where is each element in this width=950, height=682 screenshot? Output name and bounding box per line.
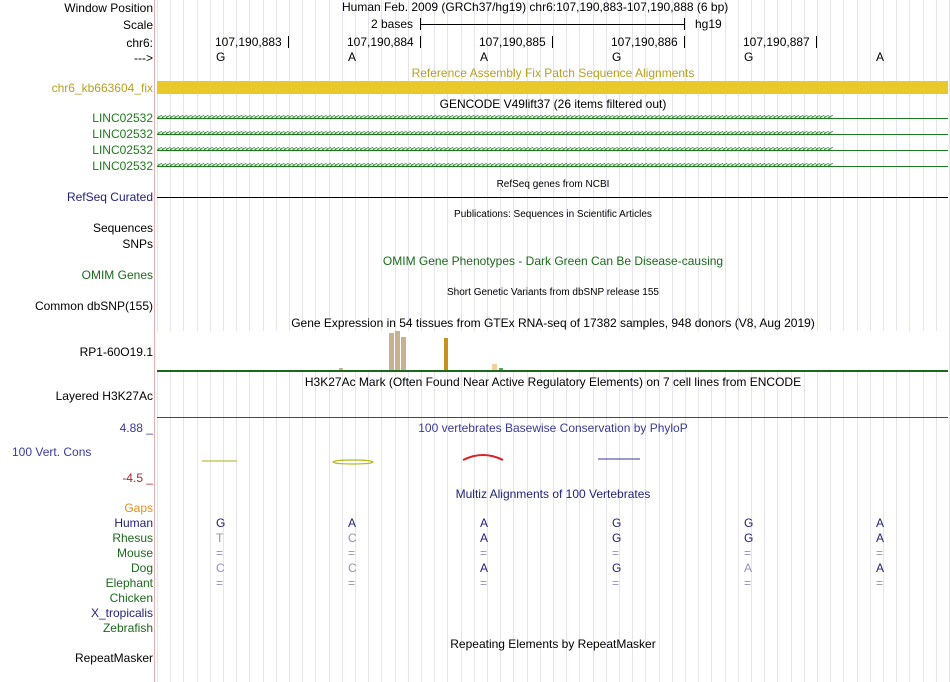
species-base: A — [480, 516, 489, 530]
dbsnp-label[interactable]: Common dbSNP(155) — [34, 299, 153, 313]
gencode-title: GENCODE V49lift37 (26 items filtered out) — [439, 97, 667, 111]
fix-patch-label[interactable]: chr6_kb663604_fix — [51, 81, 153, 95]
species-label[interactable]: Dog — [130, 561, 153, 575]
phylop-min-label: -4.5 _ — [122, 471, 153, 485]
species-label[interactable]: Elephant — [105, 576, 153, 590]
phylop-score-segment — [333, 460, 373, 464]
gtex-tissue-bar[interactable] — [444, 338, 448, 371]
gencode-item-label[interactable]: LINC02532 — [92, 127, 153, 141]
species-base: = — [612, 546, 620, 560]
species-base: G — [744, 531, 754, 545]
position-tick — [684, 36, 685, 48]
gencode-strand-arrows: <<<<<<<<<<<<<<<<<<<<<<<<<<<<<<<<<<<<<<<<<<<<<<<<<<<<<<<<<<<<<<<<<<<<<<<<<<<<<<<<<<<<<<<<<<<<<<<<<<<<<<<<<<<<<<<<<<<<<<<<<<<<<<<<<<<<<<<<<<<<<<<<<<<<<<<<<<<<<<<< — [157, 147, 832, 154]
species-base: = — [744, 546, 752, 560]
reference-base: G — [744, 50, 754, 64]
reference-base: A — [348, 50, 357, 64]
reference-base: A — [480, 50, 489, 64]
position-tick-label: 107,190,885 — [479, 35, 546, 49]
position-tick — [816, 36, 817, 48]
gtex-tissue-bar[interactable] — [389, 333, 394, 371]
gencode-strand-arrows: <<<<<<<<<<<<<<<<<<<<<<<<<<<<<<<<<<<<<<<<<<<<<<<<<<<<<<<<<<<<<<<<<<<<<<<<<<<<<<<<<<<<<<<<<<<<<<<<<<<<<<<<<<<<<<<<<<<<<<<<<<<<<<<<<<<<<<<<<<<<<<<<<<<<<<<<<<<<<<<< — [157, 115, 832, 122]
gtex-tissue-bar[interactable] — [395, 331, 400, 371]
position-tick — [552, 36, 553, 48]
position-tick — [288, 36, 289, 48]
scale-bar-right-tick — [684, 18, 685, 30]
species-base: = — [216, 576, 224, 590]
gtex-bar-area[interactable] — [157, 331, 948, 372]
gencode-item-label[interactable]: LINC02532 — [92, 159, 153, 173]
reference-base: G — [216, 50, 226, 64]
species-base: A — [876, 561, 885, 575]
species-label[interactable]: Chicken — [109, 591, 153, 605]
species-base: C — [216, 561, 225, 575]
phylop-score-segment — [463, 455, 503, 460]
fix-patch-title: Reference Assembly Fix Patch Sequence Alignments — [411, 66, 695, 80]
species-base: G — [612, 561, 622, 575]
species-base: A — [876, 531, 885, 545]
species-base: T — [216, 531, 224, 545]
species-label[interactable]: X_tropicalis — [90, 606, 153, 620]
scale-bar — [420, 24, 684, 25]
gencode-item-label[interactable]: LINC02532 — [92, 111, 153, 125]
fix-patch-alignment-bar[interactable] — [157, 81, 948, 94]
window-position-label: Window Position — [64, 1, 153, 15]
gtex-baseline — [157, 370, 948, 372]
gencode-item-label[interactable]: LINC02532 — [92, 143, 153, 157]
gtex-tissue-bar[interactable] — [401, 337, 406, 371]
reference-base: A — [876, 50, 885, 64]
chrom-label: chr6: — [126, 36, 153, 50]
dbsnp-title: Short Genetic Variants from dbSNP release 155 — [447, 287, 659, 298]
h3k27ac-label[interactable]: Layered H3K27Ac — [55, 389, 153, 403]
species-base: C — [348, 531, 357, 545]
species-base: = — [876, 546, 884, 560]
species-base: A — [480, 561, 489, 575]
species-base: = — [480, 576, 488, 590]
gtex-gene-label[interactable]: RP1-60O19.1 — [79, 345, 153, 359]
strand-label: ---> — [134, 51, 153, 65]
species-base: A — [876, 516, 885, 530]
omim-label[interactable]: OMIM Genes — [81, 268, 153, 282]
species-base: = — [876, 576, 884, 590]
species-label[interactable]: Human — [114, 516, 153, 530]
publications-sequences-label[interactable]: Sequences — [92, 221, 153, 235]
position-tick — [420, 36, 421, 48]
repeatmasker-label[interactable]: RepeatMasker — [74, 651, 153, 665]
position-tick-label: 107,190,887 — [743, 35, 810, 49]
h3k27ac-baseline — [157, 417, 948, 418]
species-base: G — [612, 531, 622, 545]
species-base: G — [612, 516, 622, 530]
snps-label[interactable]: SNPs — [122, 237, 153, 251]
multiz-title: Multiz Alignments of 100 Vertebrates — [455, 487, 651, 501]
species-base: = — [480, 546, 488, 560]
species-base: G — [216, 516, 226, 530]
scale-db: hg19 — [695, 17, 722, 31]
gtex-title: Gene Expression in 54 tissues from GTEx RNA-seq of 17382 samples, 948 donors (V8, Aug 2019) — [291, 316, 815, 330]
omim-title: OMIM Gene Phenotypes - Dark Green Can Be Disease-causing — [382, 254, 724, 268]
repeatmasker-title: Repeating Elements by RepeatMasker — [450, 637, 656, 651]
publications-title: Publications: Sequences in Scientific Articles — [454, 209, 652, 220]
gaps-label[interactable]: Gaps — [124, 501, 153, 515]
phylop-title: 100 vertebrates Basewise Conservation by PhyloP — [418, 421, 688, 435]
phylop-max-label: 4.88 _ — [119, 421, 153, 435]
gencode-strand-arrows: <<<<<<<<<<<<<<<<<<<<<<<<<<<<<<<<<<<<<<<<<<<<<<<<<<<<<<<<<<<<<<<<<<<<<<<<<<<<<<<<<<<<<<<<<<<<<<<<<<<<<<<<<<<<<<<<<<<<<<<<<<<<<<<<<<<<<<<<<<<<<<<<<<<<<<<<<<<<<<<< — [157, 131, 832, 138]
refseq-label[interactable]: RefSeq Curated — [66, 190, 153, 204]
species-label[interactable]: Mouse — [116, 546, 153, 560]
h3k27ac-title: H3K27Ac Mark (Often Found Near Active Regulatory Elements) on 7 cell lines from ENCODE — [304, 375, 802, 389]
position-tick-label: 107,190,886 — [611, 35, 678, 49]
species-label[interactable]: Rhesus — [112, 531, 153, 545]
species-base: = — [744, 576, 752, 590]
species-base: = — [348, 546, 356, 560]
refseq-gene-line[interactable] — [157, 197, 948, 198]
species-base: A — [744, 561, 753, 575]
assembly-position-title: Human Feb. 2009 (GRCh37/hg19) chr6:107,190,883-107,190,888 (6 bp) — [342, 0, 729, 14]
species-base: A — [480, 531, 489, 545]
position-tick-label: 107,190,883 — [215, 35, 282, 49]
species-base: G — [744, 516, 754, 530]
phylop-label[interactable]: 100 Vert. Cons — [12, 445, 92, 459]
species-base: C — [348, 561, 357, 575]
species-base: A — [348, 516, 357, 530]
gencode-strand-arrows: <<<<<<<<<<<<<<<<<<<<<<<<<<<<<<<<<<<<<<<<<<<<<<<<<<<<<<<<<<<<<<<<<<<<<<<<<<<<<<<<<<<<<<<<<<<<<<<<<<<<<<<<<<<<<<<<<<<<<<<<<<<<<<<<<<<<<<<<<<<<<<<<<<<<<<<<<<<<<<<< — [157, 163, 832, 170]
reference-base: G — [612, 50, 622, 64]
scale-bases: 2 bases — [371, 17, 414, 31]
position-tick-label: 107,190,884 — [347, 35, 414, 49]
species-label[interactable]: Zebrafish — [102, 621, 153, 635]
scale-label: Scale — [122, 18, 153, 32]
species-base: = — [216, 546, 224, 560]
refseq-title: RefSeq genes from NCBI — [496, 179, 610, 190]
species-base: = — [612, 576, 620, 590]
phylop-conservation-plot[interactable] — [155, 440, 950, 480]
species-base: = — [348, 576, 356, 590]
